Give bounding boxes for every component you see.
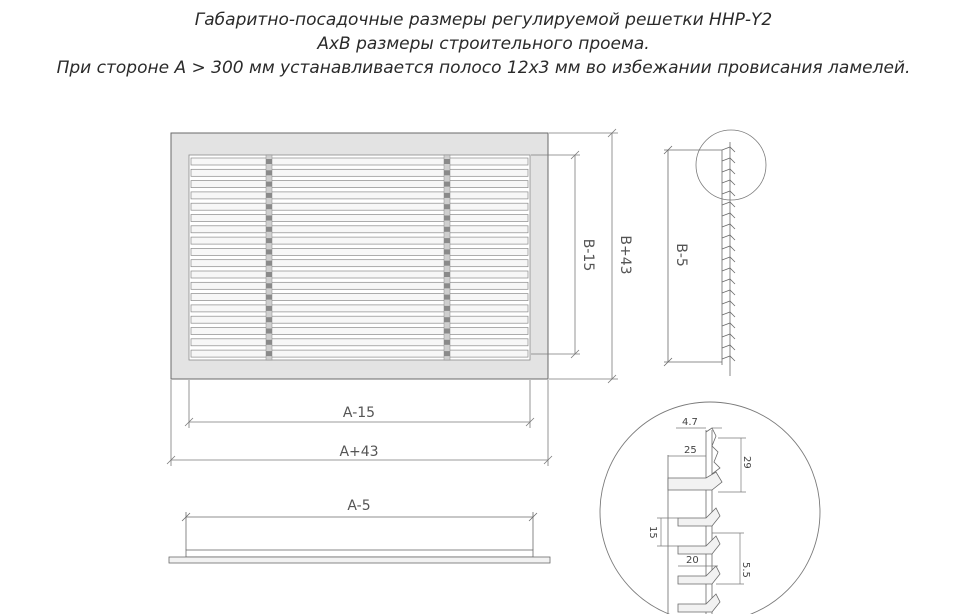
lamella bbox=[191, 226, 528, 233]
dim-a-plus-43: A+43 bbox=[339, 444, 379, 460]
side-fin bbox=[722, 312, 735, 317]
side-fin bbox=[722, 158, 735, 163]
dim-b-minus-15: B-15 bbox=[580, 238, 596, 272]
side-fin bbox=[722, 235, 735, 240]
side-fin bbox=[722, 224, 735, 229]
support-bar-tick bbox=[266, 283, 272, 288]
lamella bbox=[191, 339, 528, 346]
support-bar-tick bbox=[266, 340, 272, 345]
support-bar-tick bbox=[266, 306, 272, 311]
side-fin bbox=[722, 180, 735, 185]
support-bar-tick bbox=[444, 317, 450, 322]
lamella bbox=[191, 248, 528, 255]
support-bar-tick bbox=[444, 272, 450, 277]
lamella bbox=[191, 294, 528, 301]
support-bar-tick bbox=[444, 351, 450, 356]
support-bar-tick bbox=[444, 204, 450, 209]
support-bar-tick bbox=[266, 170, 272, 175]
side-fin bbox=[722, 191, 735, 196]
support-bar-tick bbox=[444, 216, 450, 221]
lamella bbox=[191, 282, 528, 289]
lamella bbox=[191, 169, 528, 176]
support-bar-tick bbox=[266, 182, 272, 187]
support-bar-tick bbox=[266, 317, 272, 322]
dim-4-7: 4.7 bbox=[682, 417, 698, 428]
side-fin bbox=[722, 202, 735, 207]
lamella bbox=[191, 237, 528, 244]
dim-a-minus-15: A-15 bbox=[342, 405, 376, 421]
bottom-view bbox=[169, 512, 550, 563]
support-bar-tick bbox=[266, 351, 272, 356]
lamella bbox=[191, 181, 528, 188]
support-bar-tick bbox=[444, 159, 450, 164]
side-fin bbox=[722, 268, 735, 273]
lamella bbox=[191, 350, 528, 357]
title-line-1: Габаритно-посадочные размеры регулируемой решетки ННР-Y2 bbox=[194, 10, 773, 30]
side-fin bbox=[722, 147, 735, 152]
support-bar-tick bbox=[444, 306, 450, 311]
title-line-3: При стороне А > 300 мм устанавливается полосо 12х3 мм во избежании провисания ламелей. bbox=[56, 58, 911, 78]
dim-b-plus-43: B+43 bbox=[617, 235, 633, 275]
support-bar-tick bbox=[266, 227, 272, 232]
side-fin bbox=[722, 345, 735, 350]
support-bar-tick bbox=[444, 283, 450, 288]
lamella bbox=[191, 316, 528, 323]
side-fins bbox=[722, 147, 735, 361]
support-bar-tick bbox=[266, 159, 272, 164]
support-bar-tick bbox=[444, 227, 450, 232]
lamella bbox=[191, 271, 528, 278]
dim-20: 20 bbox=[686, 555, 699, 566]
dim-25: 25 bbox=[684, 445, 697, 456]
support-bar-tick bbox=[444, 182, 450, 187]
support-bar-tick bbox=[266, 295, 272, 300]
dim-15: 15 bbox=[647, 526, 658, 539]
support-bar-tick bbox=[266, 261, 272, 266]
side-fin bbox=[722, 334, 735, 339]
support-bar-tick bbox=[444, 329, 450, 334]
side-fin bbox=[722, 279, 735, 284]
side-fin bbox=[722, 301, 735, 306]
front-view bbox=[171, 133, 548, 379]
side-fin bbox=[722, 246, 735, 251]
lamella bbox=[191, 215, 528, 222]
lamella bbox=[191, 158, 528, 165]
support-bar-tick bbox=[266, 249, 272, 254]
side-fin bbox=[722, 323, 735, 328]
side-fin bbox=[722, 290, 735, 295]
lamella bbox=[191, 192, 528, 199]
title-line-2: АхВ размеры строительного проема. bbox=[317, 34, 650, 54]
side-fin bbox=[722, 356, 735, 361]
side-fin bbox=[722, 169, 735, 174]
lamella bbox=[191, 203, 528, 210]
support-bar-tick bbox=[444, 238, 450, 243]
support-bar-tick bbox=[266, 216, 272, 221]
dim-a-minus-5: A-5 bbox=[347, 498, 371, 514]
dim-29: 29 bbox=[741, 456, 752, 469]
support-bar-tick bbox=[266, 193, 272, 198]
support-bar-tick bbox=[266, 238, 272, 243]
lamella bbox=[191, 260, 528, 267]
detail-view bbox=[600, 402, 820, 614]
support-bar-tick bbox=[444, 295, 450, 300]
side-fin bbox=[722, 213, 735, 218]
support-bar-tick bbox=[444, 261, 450, 266]
support-bar-tick bbox=[266, 329, 272, 334]
lamella bbox=[191, 305, 528, 312]
support-bar-tick bbox=[266, 204, 272, 209]
dim-b-minus-5: B-5 bbox=[673, 243, 689, 267]
lamella bbox=[191, 328, 528, 335]
support-bar-tick bbox=[266, 272, 272, 277]
support-bar-tick bbox=[444, 170, 450, 175]
support-bar-tick bbox=[444, 249, 450, 254]
support-bar-tick bbox=[444, 340, 450, 345]
side-fin bbox=[722, 257, 735, 262]
support-bar-tick bbox=[444, 193, 450, 198]
dim-5-5: 5.5 bbox=[740, 562, 751, 578]
